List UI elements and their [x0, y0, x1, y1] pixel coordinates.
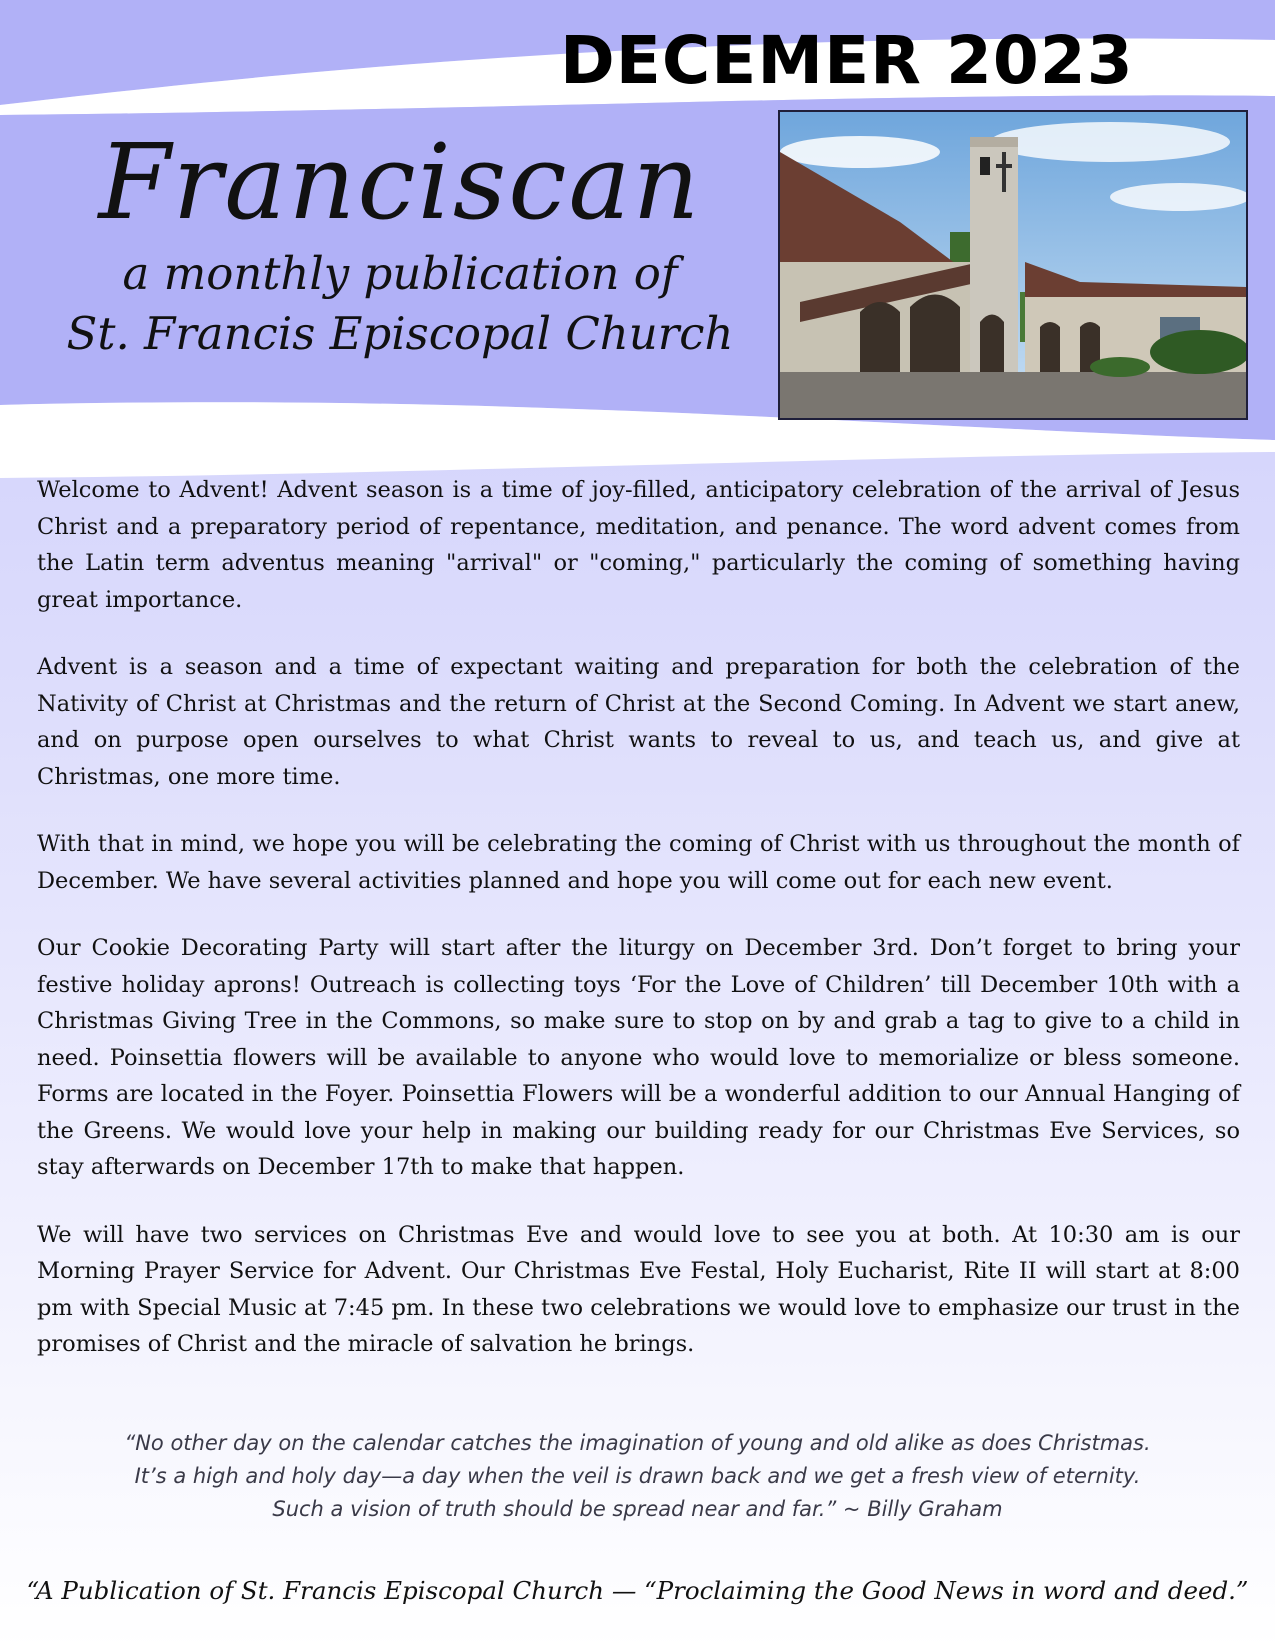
church-photo-illustration — [780, 112, 1246, 418]
masthead — [20, 120, 780, 364]
article-body — [37, 472, 1240, 1394]
quote-line-1: “No other day on the calendar catches the imagination of young and old alike as does Christmas. — [124, 1431, 1151, 1455]
issue-date: DECEMER 2023 — [560, 22, 1134, 99]
paragraph-events: Our Cookie Decorating Party will start after the liturgy on December 3rd. Don’t forget to bring your festive holiday aprons! Outreach is collecting toys ‘For the Love of Children’ till December 10th with a Christmas Giving Tree in the Commons, so make sure to stop on by and grab a tag to give to a child in need. Poinsettia flowers will be available to anyone who would love to memorialize or bless someone. Forms are located in the Foyer. Poinsettia Flowers will be a wonderful addition to our Annual Hanging of the Greens. We would love your help in making our building ready for our Christmas Eve Services, so stay afterwards on December 17th to make that happen. — [37, 935, 1240, 1180]
footer-tagline: “A Publication of St. Francis Episcopal Church — “Proclaiming the Good News in word and deed.” — [26, 1576, 1249, 1605]
paragraph-welcome: Welcome to Advent! Advent season is a time of joy-filled, anticipatory celebration of the arrival of Jesus Christ and a preparatory period of repentance, meditation, and penance. The word advent comes from the Latin term adventus meaning "arrival" or "coming," particularly the coming of something having great importance. — [37, 477, 1240, 613]
quote-line-2: It’s a high and holy day—a day when the veil is drawn back and we get a fresh view of eternity. — [134, 1464, 1141, 1488]
paragraph-advent-season: Advent is a season and a time of expectant waiting and preparation for both the celebration of the Nativity of Christ at Christmas and the return of Christ at the Second Coming. In Advent we start anew, and on purpose open ourselves to what Christ wants to reveal to us, and teach us, and give at Christmas, one more time. — [37, 654, 1240, 790]
paragraph-december-activities: With that in mind, we hope you will be celebrating the coming of Christ with us throughout the month of December. We have several activities planned and hope you will come out for each new event. — [37, 831, 1240, 894]
church-photo — [778, 110, 1248, 420]
subtitle-line-2: St. Francis Episcopal Church — [66, 307, 734, 360]
newsletter-title: Franciscan — [98, 121, 702, 243]
subtitle-line-1: a monthly publication of — [122, 247, 678, 300]
paragraph-christmas-eve-services: We will have two services on Christmas Eve and would love to see you at both. At 10:30 am is our Morning Prayer Service for Advent. Our Christmas Eve Festal, Holy Eucharist, Rite II will start at 8:00 pm with Special Music at 7:45 pm. In these two celebrations we would love to emphasize our trust in the promises of Christ and the miracle of salvation he brings. — [37, 1221, 1240, 1357]
quote-line-3: Such a vision of truth should be spread near and far.” ~ Billy Graham — [272, 1497, 1003, 1521]
billy-graham-quote — [60, 1427, 1215, 1526]
